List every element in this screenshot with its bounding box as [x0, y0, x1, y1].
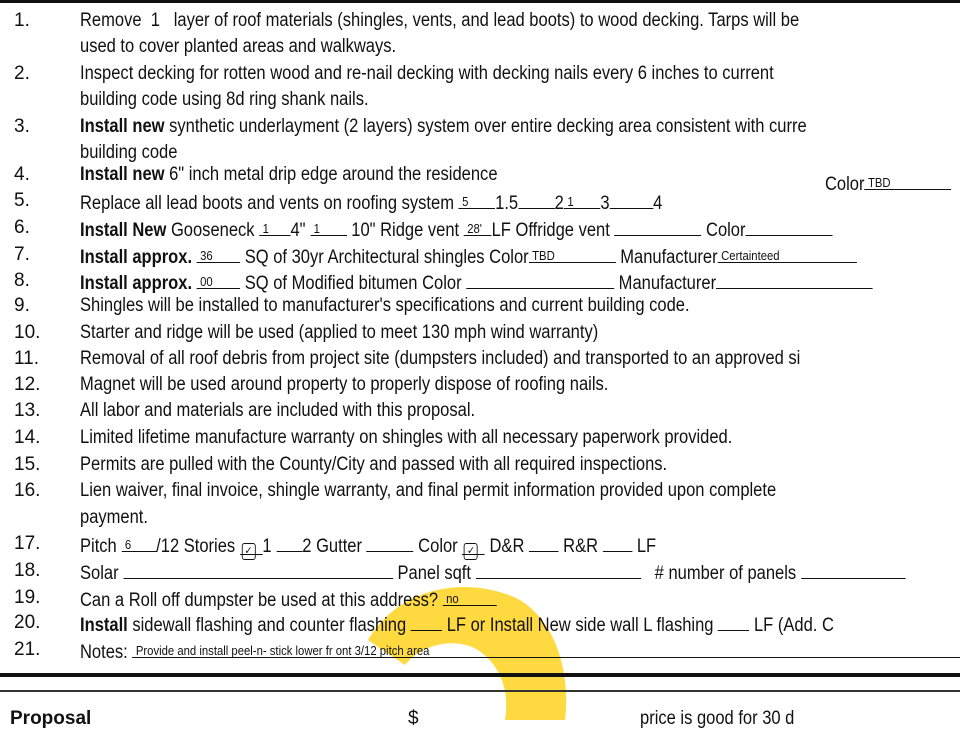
bitumen-manufacturer-field[interactable] — [716, 269, 873, 289]
label: 1 — [262, 536, 272, 557]
label: Color — [418, 536, 458, 557]
item-4 — [0, 163, 960, 195]
bold-text: Install — [80, 615, 128, 636]
label: 10" Ridge vent — [351, 220, 460, 241]
bitumen-sq-field[interactable]: 00 — [197, 269, 241, 289]
stories-1-checkbox[interactable]: ✓ — [240, 535, 263, 555]
text: SQ of Modified bitumen Color — [244, 273, 462, 294]
text: Inspect decking for rotten wood and re-nail decking with decking nails every 6 inches to current — [80, 63, 774, 84]
item-number: 19. — [14, 587, 41, 608]
boot-15-field[interactable] — [518, 189, 555, 209]
label: 4 — [653, 193, 663, 214]
text: building code — [80, 142, 178, 163]
item-14 — [0, 426, 960, 450]
price-validity-text: price is good for 30 d — [640, 708, 795, 729]
label: Manufacturer — [618, 273, 717, 294]
item-1-cont — [0, 35, 960, 59]
item-13 — [0, 399, 960, 423]
text: 6" inch metal drip edge around the residence — [169, 164, 498, 185]
item-19 — [0, 586, 960, 610]
item-number: 21. — [14, 639, 41, 660]
text: Replace all lead boots and vents on roofing system — [80, 193, 454, 214]
item-16 — [0, 479, 960, 503]
text: All labor and materials are included with this proposal. — [80, 400, 476, 421]
item-5 — [0, 189, 960, 213]
boot-3-field[interactable] — [610, 189, 654, 209]
drip-edge-color-field[interactable]: TBD — [865, 170, 952, 190]
notes-field[interactable]: Provide and install peel-n- stick lower fr ont 3/12 pitch area — [132, 638, 960, 658]
bold-text: Install new — [80, 116, 165, 137]
text: Magnet will be used around property to properly dispose of roofing nails. — [80, 374, 609, 395]
gutter-color-checkbox[interactable]: ✓ — [462, 535, 485, 555]
text: synthetic underlayment (2 layers) system over entire decking area consistent with curre — [169, 116, 807, 137]
item-number: 14. — [14, 427, 41, 448]
rr-field[interactable] — [603, 532, 633, 552]
item-2 — [0, 62, 960, 86]
bitumen-color-field[interactable] — [466, 269, 614, 289]
item-20 — [0, 611, 960, 635]
item-number: 7. — [14, 244, 30, 265]
text: Starter and ridge will be used (applied to meet 130 mph wind warranty) — [80, 322, 599, 343]
text: Remove — [80, 10, 142, 31]
dollar-sign: $ — [408, 708, 419, 729]
section-divider — [0, 673, 960, 677]
label: 3 — [600, 193, 610, 214]
proposal-label: Proposal — [10, 708, 92, 729]
label: LF (Add. C — [753, 615, 834, 636]
item-21 — [0, 638, 960, 662]
item-number: 10. — [14, 322, 41, 343]
label: R&R — [563, 536, 599, 557]
label: # number of panels — [654, 563, 797, 584]
label: 2 Gutter — [302, 536, 363, 557]
item-number: 18. — [14, 560, 41, 581]
item-18 — [0, 559, 960, 583]
dr-field[interactable] — [529, 532, 559, 552]
boot-1-field[interactable]: 5 — [459, 189, 496, 209]
item-2-cont — [0, 88, 960, 112]
item-1 — [0, 9, 960, 33]
text: used to cover planted areas and walkways. — [80, 36, 397, 57]
item-17 — [0, 532, 960, 556]
item-number: 2. — [14, 63, 30, 84]
item-6 — [0, 216, 960, 240]
solar-field[interactable] — [123, 559, 393, 579]
dumpster-field[interactable]: no — [443, 586, 497, 606]
label: LF Offridge vent — [491, 220, 610, 241]
section-divider-thin — [0, 690, 960, 692]
label: LF — [636, 536, 657, 557]
bold-text: Install new — [80, 164, 165, 185]
label: D&R — [489, 536, 525, 557]
item-number: 6. — [14, 217, 30, 238]
item-number: 1. — [14, 10, 30, 31]
l-flashing-field[interactable] — [718, 611, 749, 631]
item-number: 11. — [14, 348, 40, 369]
vent-color-field[interactable] — [746, 216, 833, 236]
label: Can a Roll off dumpster be used at this address? — [80, 590, 439, 611]
item-number: 4. — [14, 164, 30, 185]
item-number: 17. — [14, 533, 41, 554]
item-8 — [0, 269, 960, 293]
bold-text: Install approx. — [80, 273, 193, 294]
item-number: 13. — [14, 400, 41, 421]
shingle-sq-field[interactable]: 36 — [197, 243, 241, 263]
text: Removal of all roof debris from project site (dumpsters included) and transported to an approved si — [80, 348, 801, 369]
item-number: 9. — [14, 295, 30, 316]
label: Panel sqft — [397, 563, 471, 584]
item-number: 8. — [14, 270, 30, 291]
panel-sqft-field[interactable] — [476, 559, 641, 579]
item-11 — [0, 347, 960, 371]
label: Color — [825, 174, 865, 195]
label: Solar — [80, 563, 119, 584]
label: 1.5 — [495, 193, 519, 214]
item-16-cont — [0, 506, 960, 530]
label: Notes: — [80, 642, 128, 663]
shingle-manufacturer-field[interactable]: Certainteed — [718, 243, 857, 263]
label: Color — [706, 220, 746, 241]
text: building code using 8d ring shank nails. — [80, 89, 369, 110]
offridge-vent-field[interactable] — [614, 216, 701, 236]
sidewall-flashing-field[interactable] — [411, 611, 442, 631]
bold-text: Install approx. — [80, 247, 193, 268]
item-3-cont — [0, 141, 960, 165]
text: SQ of 30yr Architectural shingles Color — [244, 247, 529, 268]
label: Manufacturer — [620, 247, 718, 268]
item-12 — [0, 373, 960, 397]
item-9 — [0, 294, 960, 318]
ridge-vent-field[interactable]: 28' — [464, 216, 492, 236]
gooseneck-4-field[interactable]: 1 — [259, 216, 290, 236]
item-7 — [0, 243, 960, 267]
text: sidewall flashing and counter flashing — [132, 615, 407, 636]
item-number: 15. — [14, 454, 41, 475]
text: Shingles will be installed to manufacturer's specifications and current building code. — [80, 295, 690, 316]
stories-2-field[interactable] — [276, 532, 302, 552]
boot-2-field[interactable]: 1 — [564, 189, 601, 209]
text: layer of roof materials (shingles, vents, and lead boots) to wood decking. Tarps will be — [173, 10, 800, 31]
item-number: 16. — [14, 480, 41, 501]
layers-value[interactable]: 1 — [150, 10, 160, 31]
text: Gooseneck — [170, 220, 255, 241]
item-number: 20. — [14, 612, 41, 633]
text: Permits are pulled with the County/City and passed with all required inspections. — [80, 454, 668, 475]
panel-count-field[interactable] — [801, 559, 905, 579]
pitch-field[interactable]: 6 — [121, 532, 156, 552]
label: Pitch — [80, 536, 117, 557]
gooseneck-10-field[interactable]: 1 — [310, 216, 347, 236]
item-3 — [0, 115, 960, 139]
shingle-color-field[interactable]: TBD — [529, 243, 616, 263]
text: Limited lifetime manufacture warranty on shingles with all necessary paperwork provided. — [80, 427, 733, 448]
gutter-field[interactable] — [367, 532, 414, 552]
label: 4" — [290, 220, 306, 241]
item-15 — [0, 453, 960, 477]
label: /12 Stories — [156, 536, 236, 557]
label: LF or Install New side wall L flashing — [446, 615, 714, 636]
item-number: 5. — [14, 190, 30, 211]
bold-text: Install New — [80, 220, 167, 241]
item-10 — [0, 321, 960, 345]
item-number: 3. — [14, 116, 30, 137]
text: payment. — [80, 507, 148, 528]
text: Lien waiver, final invoice, shingle warranty, and final permit information provided upon complete — [80, 480, 777, 501]
item-number: 12. — [14, 374, 41, 395]
label: 2 — [554, 193, 564, 214]
